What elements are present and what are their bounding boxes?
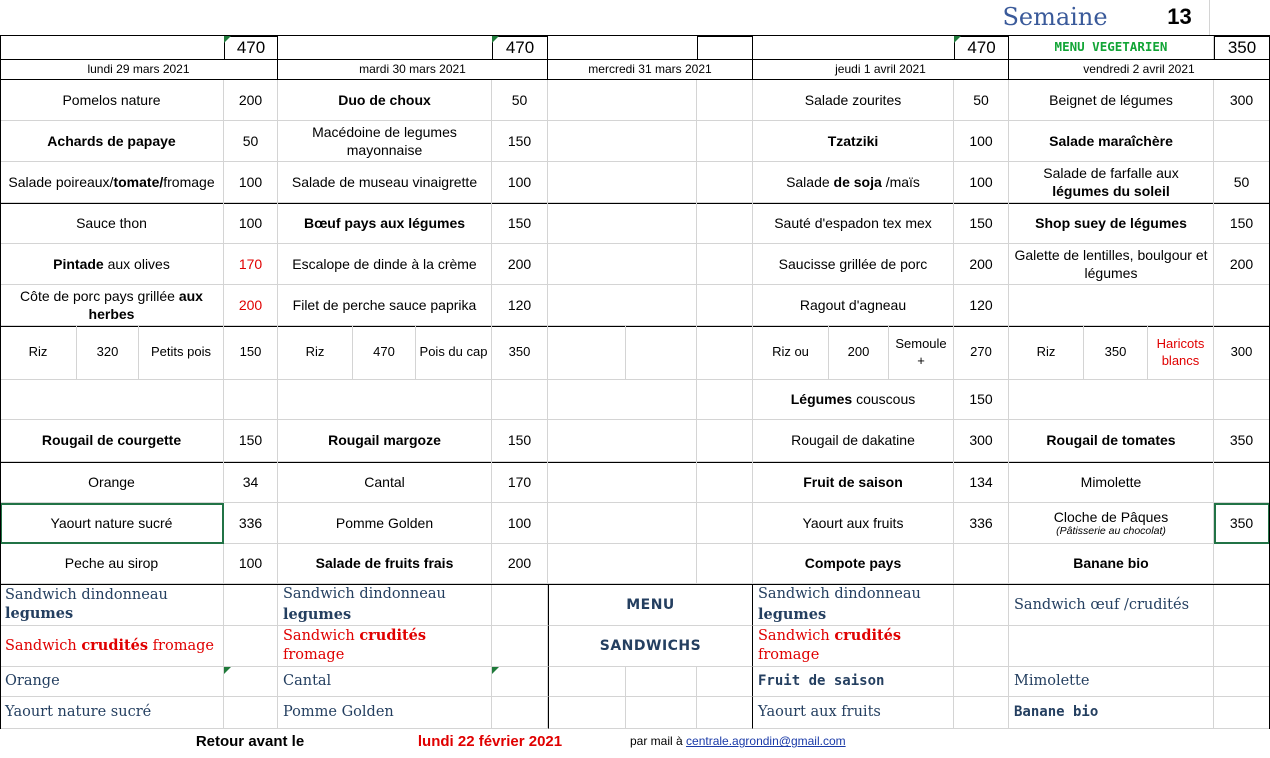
empty-cell[interactable] [626,697,697,729]
total-d4[interactable]: 470 [954,36,1009,60]
qty-cell[interactable]: 200 [224,285,278,326]
text: aux herbes [88,287,203,322]
dish-cell[interactable]: Rougail de tomates [1009,420,1214,462]
empty-cell[interactable] [697,80,753,121]
empty-cell[interactable] [548,285,697,326]
dish-cell[interactable]: Pomme Golden [278,503,492,544]
total-d3[interactable] [697,36,753,60]
sandwich-cell[interactable] [753,585,954,626]
qty-cell-selected[interactable]: 350 [1214,503,1270,544]
week-number-text: 13 [1167,4,1192,30]
empty-cell[interactable] [548,462,697,503]
comment-marker [224,667,231,674]
dish-cell[interactable]: Fruit de saison [753,462,954,503]
empty-cell[interactable] [697,462,753,503]
empty-cell[interactable] [954,697,1009,729]
empty-cell[interactable] [1214,285,1270,326]
empty-cell[interactable] [492,585,548,626]
empty-cell[interactable] [548,203,697,244]
sandwich-cell[interactable]: Banane bio [1009,697,1214,729]
text: Cloche de Pâques [1053,508,1169,525]
empty-cell[interactable] [548,697,626,729]
comment-marker [492,667,499,674]
text: Sandwich [758,628,835,645]
dish-cell[interactable]: Salade de fruits frais [278,544,492,584]
qty-cell[interactable]: 100 [954,121,1009,162]
qty-cell[interactable]: 120 [492,285,548,326]
side-cell[interactable]: Riz [1009,326,1084,380]
mail-label: par mail à [630,734,687,749]
empty-cell[interactable] [697,203,753,244]
qty-cell[interactable]: 350 [492,326,548,380]
side-cell[interactable]: Haricots blancs [1148,326,1214,380]
text: de soja [833,173,886,190]
dish-cell[interactable]: Tzatziki [753,121,954,162]
sandwich-cell[interactable]: Fruit de saison [753,667,954,697]
dish-cell[interactable] [1009,503,1214,544]
qty-cell[interactable]: 150 [492,203,548,244]
empty-cell[interactable] [548,162,697,203]
empty-cell[interactable] [548,80,697,121]
dish-cell[interactable] [0,285,224,326]
qty-cell[interactable]: 34 [224,462,278,503]
text: crudités [81,636,149,654]
empty-cell[interactable] [626,326,697,380]
empty-cell[interactable] [224,667,278,697]
dish-cell[interactable]: Rougail margoze [278,420,492,462]
qty-cell[interactable]: 100 [492,503,548,544]
text: fromage [758,647,820,663]
dish-cell[interactable]: Duo de choux [278,80,492,121]
text: legumes [283,605,352,623]
email-link[interactable]: centrale.agrondin@gmail.com [686,734,846,749]
dish-cell[interactable]: Sauce thon [0,203,224,244]
dish-cell[interactable] [753,162,954,203]
empty-cell[interactable] [697,544,753,584]
qty-cell[interactable]: 50 [954,80,1009,121]
empty-cell[interactable] [954,626,1009,667]
qty-cell[interactable]: 200 [492,244,548,285]
side-cell[interactable]: Riz [0,326,77,380]
text: crudités [834,627,902,645]
text: Côte de porc pays grillée [20,287,179,304]
text: tomate/ [113,173,164,190]
dish-cell[interactable]: Banane bio [1009,544,1214,584]
dish-cell[interactable] [753,380,954,420]
dish-cell[interactable]: Mimolette [1009,462,1214,503]
dish-cell[interactable]: Galette de lentilles, boulgour et légumes [1009,244,1214,285]
qty-cell[interactable]: 100 [224,203,278,244]
dish-cell[interactable]: Beignet de légumes [1009,80,1214,121]
qty-cell[interactable]: 200 [1214,244,1270,285]
sandwich-cell[interactable] [278,626,492,667]
dish-cell[interactable]: Shop suey de légumes [1009,203,1214,244]
empty-cell[interactable] [1009,285,1214,326]
dish-cell[interactable]: Compote pays [753,544,954,584]
qty-cell[interactable]: 150 [492,121,548,162]
total-d5[interactable]: 350 [1214,36,1270,60]
week-number[interactable] [1150,0,1210,36]
total-d2[interactable]: 470 [492,36,548,60]
qty-cell[interactable]: 50 [492,80,548,121]
qty-cell[interactable]: 50 [1214,162,1270,203]
dish-cell[interactable]: Salade zourites [753,80,954,121]
dish-cell[interactable]: Salade maraîchère [1009,121,1214,162]
sandwich-cell[interactable]: Pomme Golden [278,697,492,729]
empty-cell[interactable] [548,544,697,584]
sandwich-cell[interactable] [0,585,224,626]
text: Sandwich dindonneau [5,587,168,604]
week-label[interactable] [955,0,1155,36]
empty-cell[interactable] [492,626,548,667]
qty-cell[interactable]: 150 [954,380,1009,420]
return-date: lundi 22 février 2021 [417,733,563,751]
empty-cell[interactable] [697,503,753,544]
dish-cell[interactable]: Salade de museau vinaigrette [278,162,492,203]
qty-cell[interactable]: 150 [1214,203,1270,244]
text: Pintade [53,255,104,272]
dish-cell[interactable] [0,162,224,203]
qty-cell[interactable]: 100 [954,162,1009,203]
empty-cell[interactable] [697,420,753,462]
qty-cell[interactable]: 470 [353,326,416,380]
text: Salade de farfalle aux [1043,164,1179,181]
empty-cell[interactable] [492,697,548,729]
empty-cell[interactable] [1214,380,1270,420]
empty-cell[interactable] [697,162,753,203]
empty-cell[interactable] [548,244,697,285]
dish-cell[interactable]: Ragout d'agneau [753,285,954,326]
vegetarian-label[interactable]: MENU VEGETARIEN [1009,36,1214,60]
text: Légumes [790,391,853,408]
empty-cell[interactable] [548,326,626,380]
empty-cell[interactable] [626,667,697,697]
empty-cell[interactable] [224,697,278,729]
qty-cell[interactable]: 170 [492,462,548,503]
day-header-d4[interactable]: jeudi 1 avril 2021 [753,60,1009,80]
divider [0,59,1270,60]
empty-cell[interactable] [1214,626,1270,667]
dish-cell[interactable]: Rougail de dakatine [753,420,954,462]
qty-cell[interactable]: 150 [954,203,1009,244]
qty-cell[interactable]: 50 [224,121,278,162]
qty-cell[interactable]: 150 [224,420,278,462]
empty-cell[interactable] [548,380,697,420]
side-cell[interactable]: Riz ou [753,326,829,380]
empty-cell[interactable] [548,121,697,162]
divider [0,35,1270,36]
qty-cell[interactable]: 350 [1214,420,1270,462]
side-cell[interactable]: Riz [278,326,353,380]
empty-cell[interactable] [1214,585,1270,626]
qty-cell[interactable]: 270 [954,326,1009,380]
dish-cell[interactable]: Cantal [278,462,492,503]
text: Salade poireaux/ [8,173,114,190]
empty-cell[interactable] [224,380,278,420]
qty-cell[interactable]: 134 [954,462,1009,503]
qty-cell[interactable]: 200 [224,80,278,121]
qty-cell[interactable]: 336 [224,503,278,544]
empty-cell[interactable] [697,380,753,420]
qty-cell[interactable]: 100 [224,544,278,584]
empty-cell[interactable] [697,667,753,697]
sandwich-cell[interactable] [0,626,224,667]
dish-cell[interactable] [0,244,224,285]
text: crudités [359,627,427,645]
text: (Pâtisserie au chocolat) [1056,525,1166,538]
empty-cell[interactable] [278,380,492,420]
sandwich-cell[interactable] [753,626,954,667]
qty-cell[interactable]: 300 [954,420,1009,462]
sandwich-menu-label[interactable]: SANDWICHS [548,626,753,667]
qty-cell[interactable]: 170 [224,244,278,285]
dish-cell[interactable]: Saucisse grillée de porc [753,244,954,285]
text: legumes [758,605,827,623]
qty-cell[interactable] [954,544,1009,584]
empty-cell[interactable] [1009,380,1214,420]
sandwich-cell[interactable]: Mimolette [1009,667,1214,697]
text: aux olives [103,255,170,272]
text: Sandwich [283,628,360,645]
week-text: Semaine [1002,2,1108,31]
day-header-d5[interactable]: vendredi 2 avril 2021 [1009,60,1270,80]
dish-cell[interactable]: Escalope de dinde à la crème [278,244,492,285]
dish-cell[interactable]: Sauté d'espadon tex mex [753,203,954,244]
empty-cell[interactable] [548,420,697,462]
day-header-d1[interactable]: lundi 29 mars 2021 [0,60,278,80]
qty-cell[interactable]: 200 [954,244,1009,285]
dish-cell[interactable]: Bœuf pays aux légumes [278,203,492,244]
text: Sandwich dindonneau [283,586,446,602]
empty-cell[interactable] [697,326,753,380]
day-header-d2[interactable]: mardi 30 mars 2021 [278,60,548,80]
empty-cell[interactable] [697,697,753,729]
qty-cell[interactable]: 320 [77,326,139,380]
sandwich-cell[interactable] [278,585,492,626]
sandwich-cell[interactable]: Yaourt nature sucré [0,697,224,729]
empty-cell[interactable] [697,244,753,285]
qty-cell[interactable]: 300 [1214,80,1270,121]
text: fromage [148,637,214,654]
comment-marker [954,36,961,43]
qty-cell[interactable]: 200 [492,544,548,584]
dish-cell[interactable]: Pomelos nature [0,80,224,121]
qty-cell[interactable]: 350 [1084,326,1148,380]
text: couscous [852,391,916,408]
total-d1[interactable]: 470 [224,36,278,60]
text: légumes du soleil [1052,183,1170,199]
qty-cell[interactable]: 300 [1214,326,1270,380]
side-cell[interactable]: Semoule + [889,326,954,380]
text: fromage [283,647,345,663]
sandwich-cell[interactable]: Cantal [278,667,492,697]
dish-cell[interactable]: Rougail de courgette [0,420,224,462]
qty-cell[interactable]: 200 [829,326,889,380]
qty-cell[interactable]: 336 [954,503,1009,544]
mail-line [625,729,925,755]
empty-cell[interactable] [492,667,548,697]
empty-cell[interactable] [224,626,278,667]
side-cell[interactable]: Pois du cap [416,326,492,380]
qty-cell[interactable] [1214,544,1270,584]
qty-cell[interactable]: 100 [224,162,278,203]
sandwich-menu-label[interactable]: MENU [548,585,753,626]
empty-cell[interactable] [548,667,626,697]
sandwich-cell[interactable]: Yaourt aux fruits [753,697,954,729]
dish-cell[interactable]: Peche au sirop [0,544,224,584]
text: Salade [786,173,834,190]
empty-cell[interactable] [548,503,697,544]
text: Sandwich [5,637,82,654]
dish-cell[interactable]: Orange [0,462,224,503]
dish-cell[interactable]: Macédoine de legumes mayonnaise [278,121,492,162]
dish-cell[interactable]: Yaourt nature sucré [0,503,224,544]
comment-marker [224,36,231,43]
border-left [0,36,1,729]
text: fromage [163,173,215,190]
qty-cell[interactable] [1214,462,1270,503]
qty-cell[interactable]: 120 [954,285,1009,326]
empty-cell[interactable] [697,121,753,162]
dish-cell[interactable] [1009,162,1214,203]
qty-cell[interactable] [1214,121,1270,162]
empty-cell[interactable] [1009,626,1214,667]
sandwich-cell[interactable]: Orange [0,667,224,697]
dish-cell[interactable]: Filet de perche sauce paprika [278,285,492,326]
qty-cell[interactable]: 150 [224,326,278,380]
empty-cell[interactable] [697,285,753,326]
sandwich-cell[interactable]: Sandwich œuf /crudités [1009,585,1214,626]
empty-cell[interactable] [1214,697,1270,729]
qty-cell[interactable]: 100 [492,162,548,203]
empty-cell[interactable] [224,585,278,626]
dish-cell[interactable]: Achards de papaye [0,121,224,162]
empty-cell[interactable] [954,585,1009,626]
dish-cell[interactable]: Yaourt aux fruits [753,503,954,544]
comment-marker [492,36,499,43]
text: /maïs [885,173,920,190]
text: Sandwich dindonneau [758,586,921,602]
side-cell[interactable]: Petits pois [139,326,224,380]
text: legumes [5,605,74,622]
qty-cell[interactable]: 150 [492,420,548,462]
empty-cell[interactable] [1214,667,1270,697]
day-header-d3[interactable]: mercredi 31 mars 2021 [548,60,753,80]
return-label: Retour avant le [195,733,305,751]
empty-cell[interactable] [954,667,1009,697]
empty-cell[interactable] [492,380,548,420]
empty-cell[interactable] [0,380,224,420]
